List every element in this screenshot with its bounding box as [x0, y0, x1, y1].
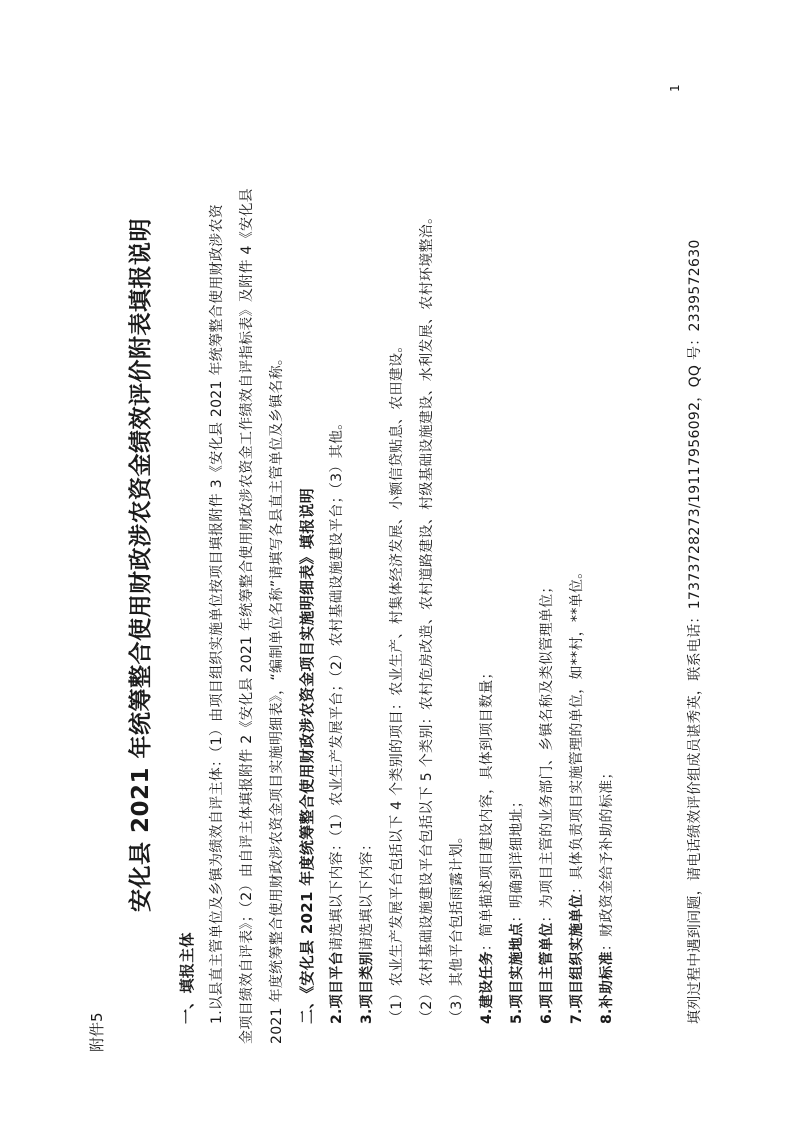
- item-project-category: [356, 837, 376, 1024]
- item-label: 6.项目主管单位: [539, 922, 555, 1024]
- annex-label: 附件5: [88, 1012, 106, 1052]
- item-label: 3.项目类别: [359, 951, 375, 1024]
- item-label: 8.补助标准: [599, 951, 615, 1024]
- section1-paragraph-line3: 2021 年度统筹整合使用财政涉农资金项目实施明细表》，“编制单位名称”请填写各县直主管单位及乡镇名称。: [269, 350, 285, 1044]
- item-text: ：财政资金给予补助的标准；: [599, 765, 615, 952]
- item-text: 请选填以下内容：: [359, 836, 375, 952]
- section2-heading: 二、《安化县 2021 年度统筹整合使用财政涉农资金项目实施明细表》填报说明: [298, 487, 316, 1024]
- item-text: ：明确到详细地址；: [509, 793, 525, 923]
- item-implementing-unit: [566, 564, 586, 1024]
- item-construction-task: [476, 665, 496, 1024]
- item-label: 4.建设任务: [479, 951, 495, 1024]
- item-text: ：具体负责项目实施管理的单位，如**村，**单位。: [569, 564, 585, 894]
- item-text: 请选填以下内容：（1）农业生产发展平台；（2）农村基础设施建设平台；（3）其他。: [329, 415, 345, 952]
- item-text: ：为项目主管的业务部门、乡镇名称及类似管理单位；: [539, 579, 555, 923]
- item-project-location: [506, 794, 526, 1024]
- section1-paragraph-line1: 1.以县直主管单位及乡镇为绩效自评主体：（1）由项目组织实施单位按项目填报附件 3《安化县 2021 年统筹整合使用财政涉农资: [209, 203, 225, 1024]
- item-subsidy-standard: [596, 765, 616, 1024]
- section1-paragraph-line2: 金项目绩效自评表》；（2）由自评主体填报附件 2《安化县 2021 年统筹整合使用财政涉农资金工作绩效自评指标表》及附件 4《安化县: [239, 188, 255, 1044]
- section1-heading: 一、填报主体: [178, 932, 196, 1024]
- item-label: 2.项目平台: [329, 951, 345, 1024]
- category-sub-item: （3）其他平台包括雨露计划。: [449, 828, 465, 1024]
- document-title: 安化县 2021 年统筹整合使用财政涉农资金绩效评价附表填报说明: [128, 217, 154, 912]
- category-sub-item: （2）农村基础设施建设平台包括以下 5 个类别：农村危房改造、农村道路建设、村级基础设施建设、水利发展、农村环境整治。: [419, 209, 435, 1024]
- category-sub-item: （1）农业生产发展平台包括以下 4 个类别的项目：农业生产、村集体经济发展、小额信贷贴息、农田建设。: [389, 338, 405, 1024]
- item-project-platform: [326, 415, 346, 1024]
- page-number: 1: [668, 84, 682, 92]
- item-supervising-unit: [536, 579, 556, 1024]
- contact-info: 填列过程中遇到问题，请电话绩效评价组成员谌秀英，联系电话：17373728273/19117956092，QQ 号：2339572630: [687, 239, 703, 1024]
- item-label: 5.项目实施地点: [509, 922, 525, 1024]
- item-text: ：简单描述项目建设内容，具体到项目数量；: [479, 665, 495, 952]
- item-label: 7.项目组织实施单位: [569, 893, 585, 1024]
